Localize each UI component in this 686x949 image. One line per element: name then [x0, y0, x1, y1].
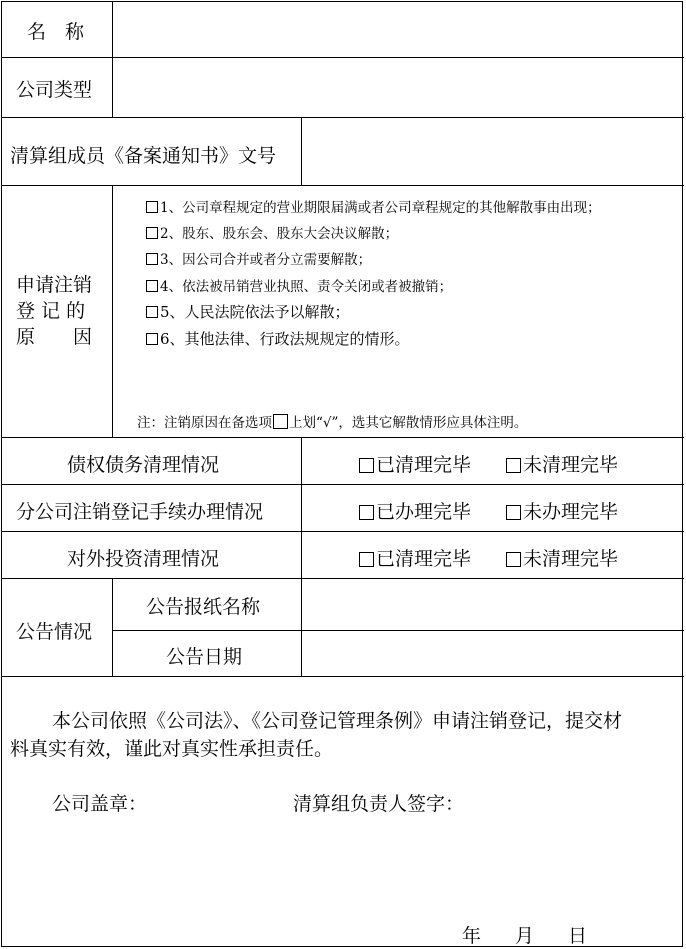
announcement-label: 公告情况	[16, 621, 93, 643]
checkbox-icon[interactable]	[506, 458, 521, 473]
notice-number-field[interactable]	[303, 119, 682, 183]
checkbox-icon[interactable]	[359, 552, 374, 567]
row-divider	[113, 630, 684, 631]
reason-option-3[interactable]: 3、因公司合并或者分立需要解散；	[146, 248, 371, 268]
checkbox-icon[interactable]	[146, 201, 158, 213]
checkbox-icon[interactable]	[506, 505, 521, 520]
checkbox-icon[interactable]	[146, 333, 158, 345]
company-type-field[interactable]	[114, 59, 682, 115]
reason-option-4[interactable]: 4、依法被吊销营业执照、责令关闭或者被撤销；	[146, 275, 452, 295]
date-year-label: 年	[462, 925, 482, 947]
checkbox-icon[interactable]	[506, 552, 521, 567]
column-divider	[112, 1, 113, 118]
reason-label-line: 原 因	[16, 326, 93, 348]
reason-note: 注：注销原因在备选项 上划“√”，选其它解散情形应具体注明。	[137, 415, 528, 431]
company-type-label: 公司类型	[16, 79, 93, 101]
column-divider	[301, 117, 302, 186]
debt-clearance-label: 债权债务清理情况	[67, 454, 220, 476]
row-divider	[1, 117, 684, 118]
reason-option-2[interactable]: 2、股东、股东会、股东大会决议解散；	[146, 222, 398, 242]
company-seal-label: 公司盖章：	[52, 793, 148, 815]
date-month-label: 月	[515, 925, 535, 947]
reason-option-6[interactable]: 6、其他法律、行政法规规定的情形。	[146, 328, 410, 349]
date-day-label: 日	[568, 925, 588, 947]
investment-option-cleared[interactable]: 已清理完毕	[359, 544, 471, 571]
checkbox-icon[interactable]	[146, 306, 158, 318]
column-divider	[301, 578, 302, 677]
declaration-line-1: 本公司依照《公司法》、《公司登记管理条例》申请注销登记，提交材	[52, 710, 623, 732]
checkbox-icon[interactable]	[359, 458, 374, 473]
debt-option-cleared[interactable]: 已清理完毕	[359, 450, 471, 477]
investment-option-not-cleared[interactable]: 未清理完毕	[506, 544, 618, 571]
row-divider	[1, 578, 684, 579]
row-divider	[1, 185, 684, 186]
newspaper-name-field[interactable]	[303, 580, 682, 629]
announcement-date-field[interactable]	[303, 632, 682, 675]
row-divider	[1, 531, 684, 532]
newspaper-name-label: 公告报纸名称	[146, 596, 261, 618]
checkbox-icon[interactable]	[146, 280, 158, 292]
row-divider	[1, 57, 684, 58]
reason-option-5[interactable]: 5、人民法院依法予以解散；	[146, 301, 350, 322]
checkbox-icon[interactable]	[146, 253, 158, 265]
checkbox-icon[interactable]	[359, 505, 374, 520]
branch-deregistration-label: 分公司注销登记手续办理情况	[16, 501, 264, 523]
reason-label-line: 申请注销	[16, 274, 93, 296]
name-field[interactable]	[114, 3, 682, 55]
row-divider	[1, 437, 684, 438]
column-divider	[112, 185, 113, 438]
reason-option-1[interactable]: 1、公司章程规定的营业期限届满或者公司章程规定的其他解散事由出现；	[146, 196, 601, 216]
name-label: 名 称	[27, 21, 85, 43]
branch-option-done[interactable]: 已办理完毕	[359, 497, 471, 524]
checkbox-icon	[273, 414, 288, 429]
liquidation-head-signature-label: 清算组负责人签字：	[293, 793, 465, 815]
branch-option-not-done[interactable]: 未办理完毕	[506, 497, 618, 524]
announcement-date-label: 公告日期	[166, 646, 243, 668]
row-divider	[1, 484, 684, 485]
reason-label	[16, 272, 100, 350]
reason-label-line: 登 记 的	[16, 300, 86, 322]
column-divider	[301, 437, 302, 578]
investment-clearance-label: 对外投资清理情况	[67, 548, 220, 570]
column-divider	[112, 578, 113, 677]
notice-number-label: 清算组成员《备案通知书》文号	[10, 145, 277, 167]
checkbox-icon[interactable]	[146, 227, 158, 239]
debt-option-not-cleared[interactable]: 未清理完毕	[506, 450, 618, 477]
row-divider	[1, 676, 684, 677]
declaration-line-2: 料真实有效，谨此对真实性承担责任。	[10, 738, 334, 760]
